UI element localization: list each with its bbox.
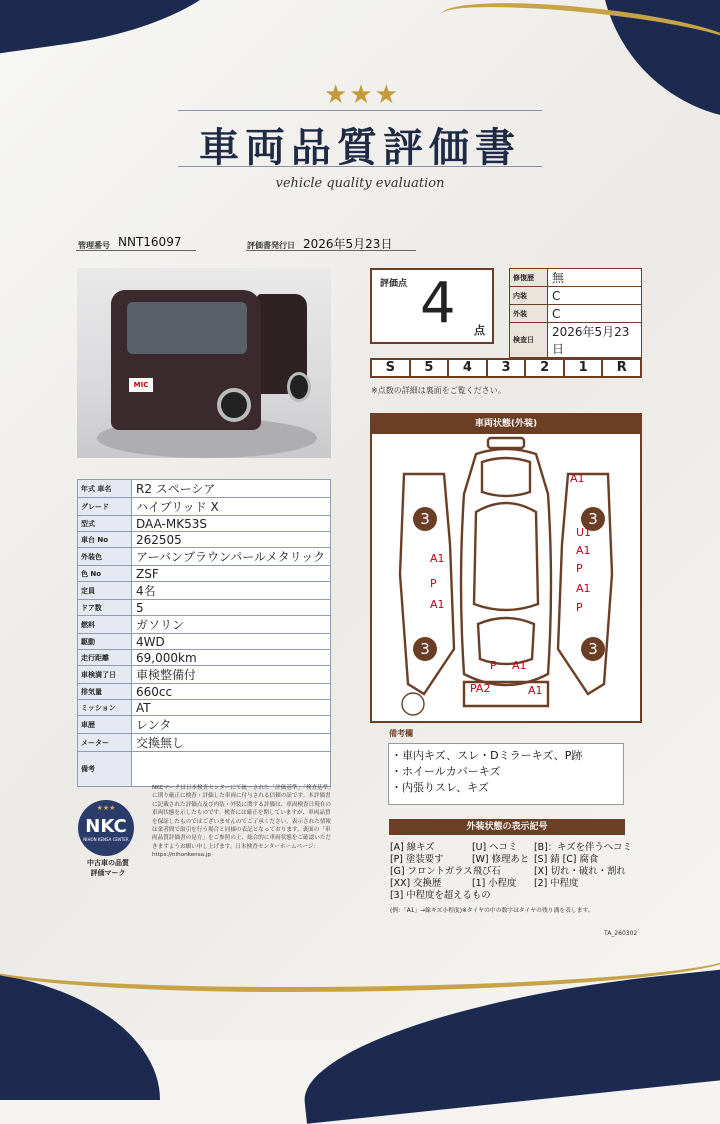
spec-label: 外装色 [78,548,132,566]
spec-row [78,716,331,734]
grade-cell: 5 [411,360,450,376]
roof-outline [474,503,538,610]
remark-line: ・内張りスレ、キズ [391,781,489,794]
spec-value: 車検整備付 [132,666,331,684]
spec-row [78,734,331,752]
legend-item: [G] フロントガラス飛び石 [390,866,501,877]
diagram-title: 車両状態(外装) [372,415,640,434]
legend-item: [1] 小程度 [472,878,517,889]
legend-row [390,842,630,854]
legend-row [390,878,630,890]
spec-value: DAA-MK53S [132,516,331,532]
legend-item: [2] 中程度 [534,878,579,889]
score-unit: 点 [474,324,485,337]
history-row [510,305,642,323]
damage-mark: A1 [570,472,585,485]
damage-mark: A1 [430,552,445,565]
vehicle-photo [77,268,331,458]
grade-scale [370,358,642,378]
spec-row [78,752,331,787]
spec-table [77,479,331,787]
title-stars: ★★★ [324,80,400,110]
legend-item: [3] 中程度を超えるもの [390,890,491,901]
history-label: 検査日 [510,323,548,358]
car-wheel [217,388,251,422]
spec-row [78,480,331,498]
spec-label: 走行距離 [78,650,132,666]
spec-label: 車歴 [78,716,132,734]
left-side-outline [400,474,454,694]
remark-line: ・ホイールカバーキズ [391,765,501,778]
tire-tread-value: 3 [588,640,598,658]
spec-label: 色 No [78,566,132,582]
grade-cell: S [372,360,411,376]
title-rule [178,166,542,167]
legend-item: [U] ヘコミ [472,842,518,853]
rear-bumper [488,438,524,448]
spec-value: ガソリン [132,616,331,634]
tire-tread-value: 3 [588,510,598,528]
nkc-logo-text: NKC [85,816,127,837]
legend-item: [S] 錆 [C] 腐食 [534,854,599,865]
spec-row [78,616,331,634]
spec-label: 排気量 [78,684,132,700]
spec-label: 駆動 [78,634,132,650]
spec-label: 型式 [78,516,132,532]
damage-mark: P [576,601,583,614]
remark-line: ・車内キズ、スレ・Dミラーキズ、P跡 [391,749,583,762]
spec-value: 69,000km [132,650,331,666]
spec-label: ドア数 [78,600,132,616]
spec-value: ハイブリッド X [132,498,331,516]
score-value: 4 [420,271,456,336]
page-title: 車両品質評価書 [199,124,521,171]
spec-row [78,666,331,684]
legend-row [390,890,630,902]
issue-date-value: 2026年5月23日 [303,237,393,251]
history-label: 外装 [510,305,548,323]
grade-cell: 4 [449,360,488,376]
spec-label: 車検満了日 [78,666,132,684]
nkc-stars: ★★★ [96,804,116,812]
spec-row [78,700,331,716]
control-no-label: 管理番号 [78,241,110,250]
spec-value: 262505 [132,532,331,548]
remarks-title: 備考欄 [389,729,413,738]
control-no-value: NNT16097 [118,235,182,249]
legend-item: [B]：キズを伴うヘコミ [534,842,632,853]
history-row [510,323,642,358]
legend-item: [P] 塗装要す [390,854,444,865]
spec-row [78,532,331,548]
damage-diagram [370,413,642,723]
spec-row [78,600,331,616]
spec-label: 備考 [78,752,132,787]
spec-value: AT [132,700,331,716]
history-row [510,269,642,287]
history-value: 2026年5月23日 [548,323,642,358]
form-code: TA_260302 [604,930,638,937]
score-box [370,268,494,344]
car-outline-diagram [372,434,640,721]
score-label: 評価点 [380,279,408,289]
legend-row [390,854,630,866]
history-row [510,287,642,305]
spec-label: メーター [78,734,132,752]
damage-mark: U1 [576,526,592,539]
damage-mark: P [430,577,437,590]
spec-row [78,498,331,516]
spec-label: 車台 No [78,532,132,548]
spec-row [78,650,331,666]
nkc-caption [72,858,144,878]
spec-row [78,548,331,566]
spec-value: 660cc [132,684,331,700]
history-value: 無 [548,269,642,287]
spec-value: ZSF [132,566,331,582]
legend-item: [X] 切れ・破れ・割れ [534,866,626,877]
spec-label: ミッション [78,700,132,716]
legend-list [390,842,630,902]
damage-mark: A1 [430,598,445,611]
spec-value: レンタ [132,716,331,734]
spec-value: 4名 [132,582,331,600]
grade-note: ※点数の詳細は裏面をご覧ください。 [371,386,506,395]
issue-date-label: 評価書発行日 [247,241,295,250]
legend-item: [W] 修理あと [472,854,530,865]
nkc-logo-subtext: NIHON KENSA CENTER [83,837,129,842]
grade-cell: 1 [565,360,604,376]
legend-item: [XX] 交換歴 [390,878,442,889]
spec-label: 燃料 [78,616,132,634]
damage-mark: P [576,562,583,575]
legend-title: 外装状態の表示記号 [389,819,625,835]
dealer-plate: MIC [129,378,153,392]
spec-value: 4WD [132,634,331,650]
legend-note: (例：「A1」→線キズ小程度)※タイヤの中の数字はタイヤの残り溝を表します。 [390,908,594,914]
remarks-box [388,743,624,805]
nkc-logo [78,800,134,856]
nkc-caption-line: 評価マーク [90,869,126,877]
legend-row [390,866,630,878]
underline [76,250,196,251]
spec-label: 定員 [78,582,132,600]
tire-tread-value: 3 [420,510,430,528]
windshield-outline [478,618,534,664]
history-value: C [548,287,642,305]
spec-row [78,634,331,650]
spec-value: アーバンブラウンパールメタリック [132,548,331,566]
damage-mark: P [490,659,497,672]
spec-value: R2 スペーシア [132,480,331,498]
spec-value [132,752,331,787]
spec-row [78,684,331,700]
history-value: C [548,305,642,323]
nkc-description: NKCマークは日本検査センターにて統一された「評価基準」「検査基準」に則り厳正に検査・評価した車両に付与される信頼の証です。本評価書に記載された評価点及び内装・外装に関する評価は、車両検査日現在の車両状態を示したものです。検査には厳正を期していますが、車両品質を保証したものではございませんのでご了承ください。表示された情報は業者間で取引を行う場合と同様の表記となっております。裏面の「車両品質評価書の見方」をご参照の上、総合的に車両状態をご確認いただきますようお願い申し上げます。日本検査センターホームページ：https://nihonkensa.jp [152,785,334,859]
spec-label: 年式 車名 [78,480,132,498]
car-wheel [287,372,311,402]
history-label: 修復歴 [510,269,548,287]
title-rule [178,110,542,111]
grade-cell: 2 [526,360,565,376]
spec-row [78,516,331,532]
history-label: 内装 [510,287,548,305]
nkc-caption-line: 中古車の品質 [87,859,129,867]
history-table [509,268,642,358]
damage-mark: PA2 [470,682,491,695]
spec-row [78,582,331,600]
grade-cell: 3 [488,360,527,376]
spec-value: 5 [132,600,331,616]
page-subtitle: vehicle quality evaluation [275,176,445,191]
rear-window-outline [482,458,530,496]
damage-mark: A1 [576,582,591,595]
spec-label: グレード [78,498,132,516]
car-window [127,302,247,354]
damage-mark: A1 [512,659,527,672]
spec-value: 交換無し [132,734,331,752]
spare-tire-icon [402,693,424,715]
damage-mark: A1 [576,544,591,557]
damage-mark: A1 [528,684,543,697]
legend-item: [A] 線キズ [390,842,435,853]
tire-tread-value: 3 [420,640,430,658]
spec-row [78,566,331,582]
underline [246,250,416,251]
grade-cell: R [616,360,627,375]
